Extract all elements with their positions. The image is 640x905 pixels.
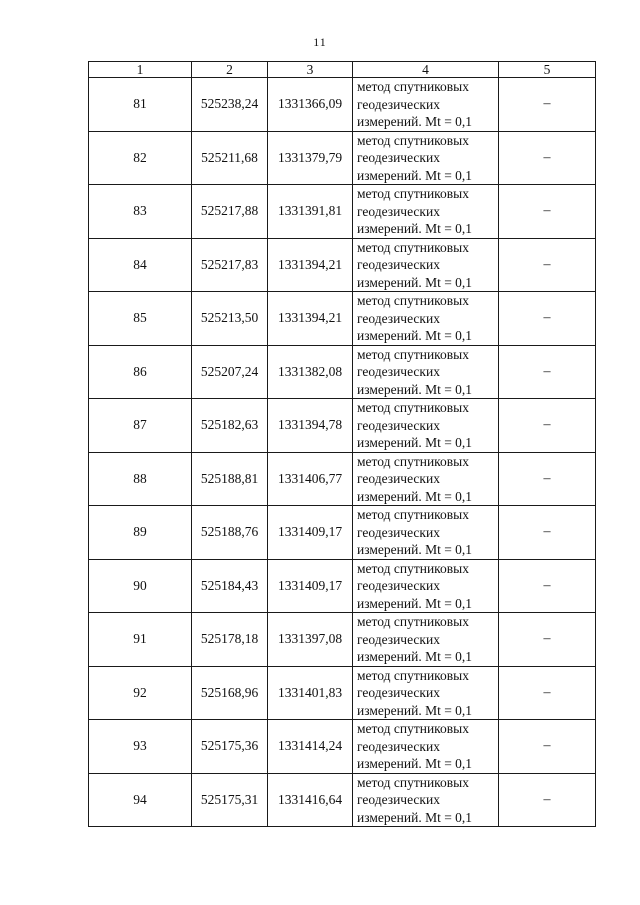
column-5-value: – bbox=[499, 613, 596, 667]
method-line-3: измерений. Mt = 0,1 bbox=[357, 595, 473, 611]
point-number: 94 bbox=[89, 773, 192, 827]
method-line-1: метод спутниковых bbox=[357, 400, 469, 415]
column-5-value: – bbox=[499, 506, 596, 560]
column-5-value: – bbox=[499, 292, 596, 346]
method-description bbox=[353, 78, 499, 132]
method-description bbox=[353, 666, 499, 720]
table-row bbox=[89, 292, 596, 346]
table-row bbox=[89, 506, 596, 560]
method-line-1: метод спутниковых bbox=[357, 774, 469, 790]
point-number: 82 bbox=[89, 131, 192, 185]
method-line-1: метод спутниковых bbox=[357, 186, 469, 201]
table-row bbox=[89, 78, 596, 132]
point-number: 87 bbox=[89, 399, 192, 453]
column-5-value: – bbox=[499, 452, 596, 506]
table-row bbox=[89, 131, 596, 185]
coordinate-y: 1331394,21 bbox=[268, 292, 353, 346]
method-description bbox=[353, 238, 499, 292]
method-description bbox=[353, 506, 499, 560]
method-line-3: измерений. Mt = 0,1 bbox=[357, 328, 473, 343]
method-line-1: метод спутниковых bbox=[357, 132, 469, 148]
coordinates-table bbox=[88, 61, 596, 827]
method-line-1: метод спутниковых bbox=[357, 667, 469, 683]
column-5-value: – bbox=[499, 345, 596, 399]
method-line-3: измерений. Mt = 0,1 bbox=[357, 167, 473, 183]
table-row bbox=[89, 559, 596, 613]
point-number: 81 bbox=[89, 78, 192, 132]
coordinate-x: 525188,76 bbox=[192, 506, 268, 560]
column-5-value: – bbox=[499, 399, 596, 453]
method-description bbox=[353, 559, 499, 613]
method-line-2: геодезических bbox=[357, 471, 440, 486]
coordinate-y: 1331382,08 bbox=[268, 345, 353, 399]
table-row bbox=[89, 452, 596, 506]
header-col-2: 2 bbox=[192, 62, 268, 78]
table-row bbox=[89, 720, 596, 774]
method-line-3: измерений. Mt = 0,1 bbox=[357, 809, 473, 825]
table-row bbox=[89, 238, 596, 292]
column-5-value: – bbox=[499, 666, 596, 720]
table-row bbox=[89, 613, 596, 667]
method-line-2: геодезических bbox=[357, 578, 440, 593]
page-number: 11 bbox=[313, 35, 327, 49]
method-line-2: геодезических bbox=[357, 417, 440, 433]
method-description bbox=[353, 131, 499, 185]
method-line-3: измерений. Mt = 0,1 bbox=[357, 435, 473, 450]
method-line-3: измерений. Mt = 0,1 bbox=[357, 114, 473, 129]
method-line-1: метод спутниковых bbox=[357, 614, 469, 629]
method-line-2: геодезических bbox=[357, 738, 440, 754]
table-header bbox=[89, 62, 596, 78]
column-5-value: – bbox=[499, 720, 596, 774]
method-line-3: измерений. Mt = 0,1 bbox=[357, 649, 473, 664]
coordinate-x: 525178,18 bbox=[192, 613, 268, 667]
coordinate-x: 525217,88 bbox=[192, 185, 268, 239]
header-col-3: 3 bbox=[268, 62, 353, 78]
header-col-1: 1 bbox=[89, 62, 192, 78]
column-5-value: – bbox=[499, 773, 596, 827]
coordinate-x: 525213,50 bbox=[192, 292, 268, 346]
method-description bbox=[353, 345, 499, 399]
coordinate-y: 1331379,79 bbox=[268, 131, 353, 185]
method-line-3: измерений. Mt = 0,1 bbox=[357, 488, 473, 504]
coordinate-x: 525175,36 bbox=[192, 720, 268, 774]
coordinate-y: 1331414,24 bbox=[268, 720, 353, 774]
header-col-5: 5 bbox=[499, 62, 596, 78]
coordinate-y: 1331394,21 bbox=[268, 238, 353, 292]
column-5-value: – bbox=[499, 559, 596, 613]
point-number: 92 bbox=[89, 666, 192, 720]
method-line-3: измерений. Mt = 0,1 bbox=[357, 542, 473, 557]
table-row bbox=[89, 773, 596, 827]
method-line-2: геодезических bbox=[357, 631, 440, 647]
method-line-3: измерений. Mt = 0,1 bbox=[357, 221, 473, 236]
method-line-3: измерений. Mt = 0,1 bbox=[357, 274, 473, 290]
point-number: 84 bbox=[89, 238, 192, 292]
table-row bbox=[89, 399, 596, 453]
method-line-2: геодезических bbox=[357, 792, 440, 807]
method-line-2: геодезических bbox=[357, 203, 440, 219]
method-line-1: метод спутниковых bbox=[357, 560, 469, 576]
column-5-value: – bbox=[499, 238, 596, 292]
table-row bbox=[89, 185, 596, 239]
method-line-2: геодезических bbox=[357, 310, 440, 326]
method-line-1: метод спутниковых bbox=[357, 293, 469, 308]
point-number: 93 bbox=[89, 720, 192, 774]
point-number: 85 bbox=[89, 292, 192, 346]
coordinate-y: 1331394,78 bbox=[268, 399, 353, 453]
method-description bbox=[353, 452, 499, 506]
method-description bbox=[353, 292, 499, 346]
coordinate-y: 1331416,64 bbox=[268, 773, 353, 827]
method-line-2: геодезических bbox=[357, 96, 440, 112]
table-row bbox=[89, 666, 596, 720]
point-number: 86 bbox=[89, 345, 192, 399]
method-line-2: геодезических bbox=[357, 685, 440, 700]
method-line-2: геодезических bbox=[357, 150, 440, 165]
header-row bbox=[89, 62, 596, 78]
coordinate-x: 525211,68 bbox=[192, 131, 268, 185]
coordinate-y: 1331366,09 bbox=[268, 78, 353, 132]
coordinate-x: 525168,96 bbox=[192, 666, 268, 720]
column-5-value: – bbox=[499, 131, 596, 185]
column-5-value: – bbox=[499, 78, 596, 132]
coordinate-x: 525182,63 bbox=[192, 399, 268, 453]
coordinate-y: 1331397,08 bbox=[268, 613, 353, 667]
coordinate-x: 525184,43 bbox=[192, 559, 268, 613]
method-line-1: метод спутниковых bbox=[357, 346, 469, 362]
method-description bbox=[353, 399, 499, 453]
header-col-4: 4 bbox=[353, 62, 499, 78]
point-number: 83 bbox=[89, 185, 192, 239]
coordinate-y: 1331409,17 bbox=[268, 559, 353, 613]
method-line-3: измерений. Mt = 0,1 bbox=[357, 756, 473, 771]
coordinate-x: 525175,31 bbox=[192, 773, 268, 827]
method-description bbox=[353, 773, 499, 827]
method-description bbox=[353, 185, 499, 239]
coordinate-x: 525238,24 bbox=[192, 78, 268, 132]
column-5-value: – bbox=[499, 185, 596, 239]
method-line-2: геодезических bbox=[357, 524, 440, 540]
coordinate-y: 1331406,77 bbox=[268, 452, 353, 506]
point-number: 91 bbox=[89, 613, 192, 667]
method-line-3: измерений. Mt = 0,1 bbox=[357, 702, 473, 718]
coordinate-y: 1331391,81 bbox=[268, 185, 353, 239]
method-line-1: метод спутниковых bbox=[357, 239, 469, 255]
table-body bbox=[89, 78, 596, 827]
coordinate-x: 525207,24 bbox=[192, 345, 268, 399]
coordinate-y: 1331409,17 bbox=[268, 506, 353, 560]
method-line-1: метод спутниковых bbox=[357, 507, 469, 522]
method-line-1: метод спутниковых bbox=[357, 79, 469, 94]
point-number: 89 bbox=[89, 506, 192, 560]
coordinate-x: 525217,83 bbox=[192, 238, 268, 292]
method-description bbox=[353, 720, 499, 774]
method-line-1: метод спутниковых bbox=[357, 453, 469, 469]
table-row bbox=[89, 345, 596, 399]
point-number: 88 bbox=[89, 452, 192, 506]
method-line-2: геодезических bbox=[357, 364, 440, 379]
coordinate-x: 525188,81 bbox=[192, 452, 268, 506]
point-number: 90 bbox=[89, 559, 192, 613]
method-description bbox=[353, 613, 499, 667]
method-line-3: измерений. Mt = 0,1 bbox=[357, 381, 473, 397]
method-line-1: метод спутниковых bbox=[357, 721, 469, 736]
coordinate-y: 1331401,83 bbox=[268, 666, 353, 720]
method-line-2: геодезических bbox=[357, 257, 440, 272]
